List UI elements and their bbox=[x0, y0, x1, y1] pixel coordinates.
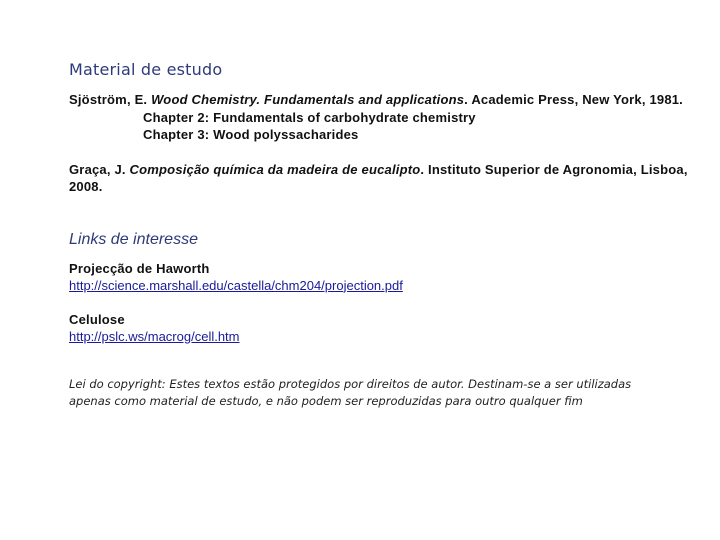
chapter-item: Chapter 2: Fundamentals of carbohydrate chemistry bbox=[143, 109, 476, 125]
link-url[interactable]: http://science.marshall.edu/castella/chm204/projection.pdf bbox=[69, 277, 403, 293]
material-heading: Material de estudo bbox=[69, 60, 223, 79]
chapter-list bbox=[143, 109, 689, 144]
reference-publisher: . Instituto Superior de Agronomia, Lisboa, 2008. bbox=[69, 161, 688, 194]
chapter-item: Chapter 3: Wood polyssacharides bbox=[143, 127, 359, 142]
link-label: Projecção de Haworth bbox=[69, 260, 210, 276]
copyright-notice: Lei do copyright: Estes textos estão protegidos por direitos de autor. Destinam-se a ser utilizadas apenas como material de estudo, e não podem ser reproduzidas para outro qualquer fim bbox=[69, 376, 632, 408]
link-url[interactable]: http://pslc.ws/macrog/cell.htm bbox=[69, 328, 240, 344]
link-entry-haworth bbox=[69, 260, 689, 294]
link-entry-celulose bbox=[69, 311, 689, 345]
reference-authors: Sjöström, E. bbox=[69, 92, 152, 107]
slide-content bbox=[69, 60, 689, 410]
reference-publisher: . Academic Press, New York, 1981. bbox=[464, 92, 683, 107]
link-label: Celulose bbox=[69, 311, 125, 327]
reference-title: Wood Chemistry. Fundamentals and applications bbox=[151, 92, 465, 107]
reference-title: Composição química da madeira de eucalipto bbox=[129, 161, 421, 177]
links-heading: Links de interesse bbox=[69, 230, 198, 248]
reference-sjostrom bbox=[69, 91, 689, 144]
reference-graca bbox=[69, 161, 689, 196]
reference-authors: Graça, J. bbox=[69, 161, 130, 177]
